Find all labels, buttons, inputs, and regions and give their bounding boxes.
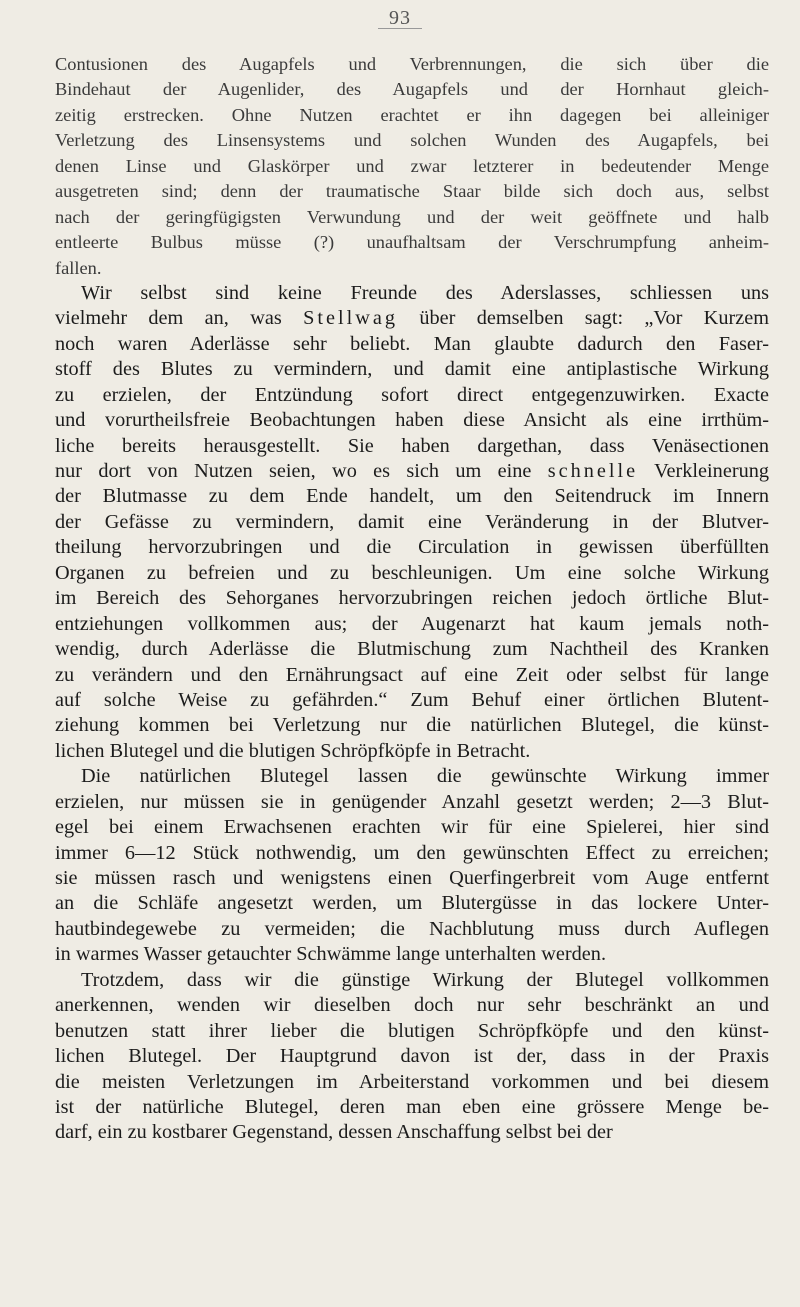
text-line: Contusionen des Augapfels und Verbrennungen, die sich über die (55, 54, 769, 74)
text-line: in warmes Wasser getauchter Schwämme lange unterhalten werden. (55, 943, 607, 966)
page-body-text (55, 52, 769, 1146)
text-line: Bindehaut der Augenlider, des Augapfels und der Hornhaut gleich- (55, 79, 769, 100)
page-number: 93 (378, 8, 422, 29)
text-line: lichen Blutegel. Der Hauptgrund davon ist der, dass in der Praxis (55, 1045, 769, 1068)
text-line: an die Schläfe angesetzt werden, um Blutergüsse in das lockere Unter- (55, 892, 769, 915)
text-line: Verletzung des Linsensystems und solchen Wunden des Augapfels, bei (55, 130, 769, 151)
text-line: entleerte Bulbus müsse (?) unaufhaltsam der Verschrumpfung anheim- (55, 232, 769, 253)
text-line: zeitig erstrecken. Ohne Nutzen erachtet er ihn dagegen bei alleiniger (55, 104, 769, 125)
paragraph (55, 968, 769, 1146)
text-line: die meisten Verletzungen im Arbeiterstand vorkommen und bei diesem (55, 1070, 769, 1093)
text-line: egel bei einem Erwachsenen erachten wir für eine Spielerei, hier sind (55, 816, 769, 839)
text-line: vielmehr dem an, was Stellwag über demselben sagt: „Vor Kurzem (55, 307, 769, 330)
text-line: noch waren Aderlässe sehr beliebt. Man glaubte dadurch den Faser- (55, 332, 769, 355)
text-line: Organen zu befreien und zu beschleunigen. Um eine solche Wirkung (55, 561, 769, 584)
text-line: im Bereich des Sehorganes hervorzubringen reichen jedoch örtliche Blut- (55, 587, 769, 610)
text-line: entziehungen vollkommen aus; der Augenarzt hat kaum jemals noth- (55, 612, 769, 635)
text-line: liche bereits herausgestellt. Sie haben dargethan, dass Venäsectionen (55, 434, 769, 457)
text-line: der Blutmasse zu dem Ende handelt, um den Seitendruck im Innern (55, 485, 769, 508)
text-line: ist der natürliche Blutegel, deren man eben eine grössere Menge be- (55, 1095, 769, 1118)
text-line: zu verändern und den Ernährungsact auf eine Zeit oder selbst für lange (55, 663, 769, 686)
text-line: nur dort von Nutzen seien, wo es sich um eine schnelle Verkleinerung (55, 460, 769, 482)
text-line: benutzen statt ihrer lieber die blutigen Schröpfköpfe und den künst- (55, 1019, 769, 1042)
text-line: Trotzdem, dass wir die günstige Wirkung der Blutegel vollkommen (81, 968, 769, 991)
text-line: hautbindegewebe zu vermeiden; die Nachblutung muss durch Auflegen (55, 917, 769, 940)
text-line: auf solche Weise zu gefährden.“ Zum Behuf einer örtlichen Blutent- (55, 688, 769, 711)
text-line: anerkennen, wenden wir dieselben doch nur sehr beschränkt an und (55, 994, 769, 1017)
text-line: darf, ein zu kostbarer Gegenstand, dessen Anschaffung selbst bei der (55, 1121, 613, 1144)
text-line: der Gefässe zu vermindern, damit eine Veränderung in der Blutver- (55, 510, 769, 533)
text-line: ziehung kommen bei Verletzung nur die natürlichen Blutegel, die künst- (55, 714, 769, 737)
paragraph (55, 52, 769, 281)
text-line: immer 6—12 Stück nothwendig, um den gewünschten Effect zu erreichen; (55, 841, 769, 864)
paragraph (55, 281, 769, 764)
text-line: theilung hervorzubringen und die Circulation in gewissen überfüllten (55, 536, 769, 559)
text-line: Die natürlichen Blutegel lassen die gewünschte Wirkung immer (81, 765, 769, 788)
text-line: Wir selbst sind keine Freunde des Aderslasses, schliessen uns (81, 281, 769, 304)
text-line: ausgetreten sind; denn der traumatische Staar bilde sich doch aus, selbst (55, 181, 769, 202)
text-line: sie müssen rasch und wenigstens einen Querfingerbreit vom Auge entfernt (55, 867, 769, 889)
text-line: fallen. (55, 257, 102, 278)
text-line: wendig, durch Aderlässe die Blutmischung zum Nachtheil des Kranken (55, 638, 769, 661)
text-line: erzielen, nur müssen sie in genügender Anzahl gesetzt werden; 2—3 Blut- (55, 790, 769, 813)
text-line: denen Linse und Glaskörper und zwar letzterer in bedeutender Menge (55, 155, 769, 176)
text-line: stoff des Blutes zu vermindern, und damit eine antiplastische Wirkung (55, 358, 769, 381)
text-line: und vorurtheilsfreie Beobachtungen haben diese Ansicht als eine irrthüm- (55, 409, 769, 432)
text-line: lichen Blutegel und die blutigen Schröpfköpfe in Betracht. (55, 739, 531, 762)
text-line: zu erzielen, der Entzündung sofort direct entgegenzuwirken. Exacte (55, 383, 769, 406)
paragraph (55, 764, 769, 968)
text-line: nach der geringfügigsten Verwundung und der weit geöffnete und halb (55, 206, 769, 227)
